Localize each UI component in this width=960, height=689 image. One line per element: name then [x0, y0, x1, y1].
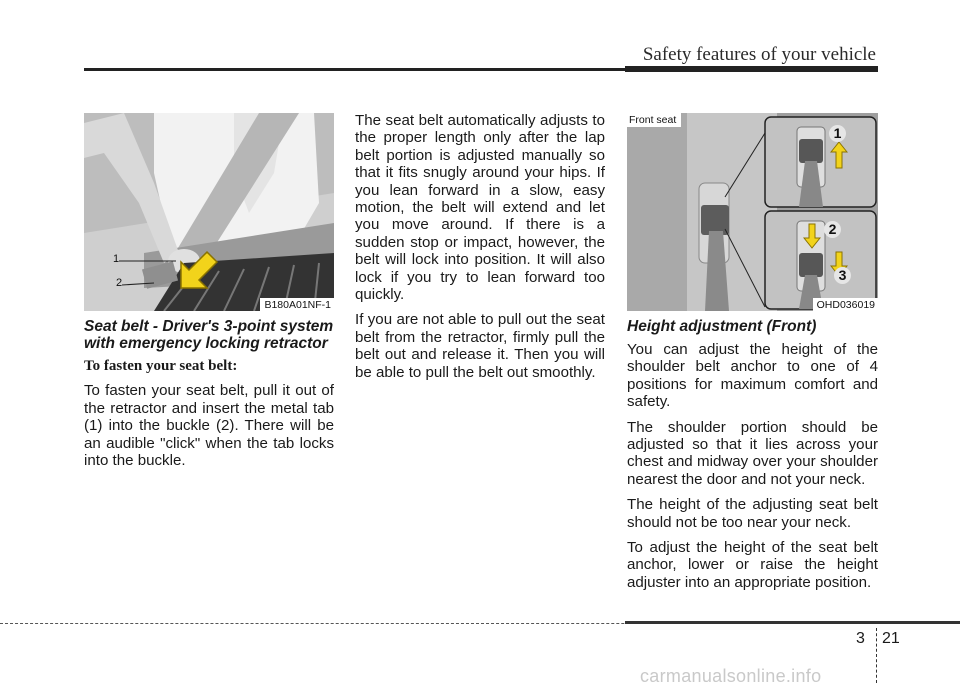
paragraph: To adjust the height of the seat belt anchor, lower or raise the height adjuster into an appropriate position.: [627, 539, 878, 591]
column-middle: [355, 112, 605, 389]
column-right: [627, 318, 878, 599]
figure-code: OHD036019: [813, 298, 878, 311]
page-separator: [876, 628, 878, 683]
figure-tag: Front seat: [627, 113, 681, 127]
section-title-line1: Seat belt - Driver's 3-point system: [84, 318, 334, 335]
figure-code: B180A01NF-1: [260, 298, 334, 311]
callout-1: 1: [113, 253, 120, 265]
section-title: Height adjustment (Front): [627, 318, 817, 335]
callout-3: 3: [834, 267, 851, 284]
callout-2: 2: [824, 221, 841, 238]
paragraph: The shoulder portion should be adjusted so that it lies across your chest and midway over your shoulder nearest the door and not your neck.: [627, 418, 878, 488]
arrow-insert-icon: [177, 248, 221, 292]
paragraph: To fasten your seat belt, pull it out of the retractor and insert the metal tab (1) into the buckle (2). There will be an audible "click" when the tab locks into the buckle.: [84, 382, 334, 470]
paragraph: The seat belt automatically adjusts to the proper length only after the lap belt portion is adjusted manually so that it fits snugly around your hips. If you lean forward in a slow, easy motion, the belt will extend and let you move around. If there is a sudden stop or impact, however, the belt will lock into position. It will also lock if you try to lean forward too quickly.: [355, 112, 605, 304]
page-number: 21: [882, 630, 900, 647]
paragraph: The height of the adjusting seat belt should not be too near your neck.: [627, 496, 878, 531]
header-rule-accent: [625, 66, 878, 72]
footer-rule-accent: [625, 621, 960, 624]
callout-1: 1: [829, 125, 846, 142]
section-title-line2: with emergency locking retractor: [84, 335, 328, 352]
paragraph: You can adjust the height of the shoulder belt anchor to one of 4 positions for maximum comfort and safety.: [627, 341, 878, 411]
header-title: Safety features of your vehicle: [642, 44, 876, 65]
page-chapter: 3: [856, 630, 865, 647]
column-left: [84, 318, 334, 477]
section-subtitle: To fasten your seat belt:: [84, 358, 238, 374]
section-title: [84, 318, 334, 352]
watermark: carmanualsonline.info: [640, 666, 822, 686]
callout-2: 2: [116, 277, 123, 289]
figure-seatbelt-fastening: [84, 113, 334, 311]
arrow-down-icon: [803, 223, 821, 249]
figure-height-adjustment: [627, 113, 878, 311]
arrow-up-icon: [830, 141, 848, 169]
paragraph: If you are not able to pull out the seat belt from the retractor, firmly pull the belt out and release it. Then you will be able to pull the belt out smoothly.: [355, 311, 605, 381]
